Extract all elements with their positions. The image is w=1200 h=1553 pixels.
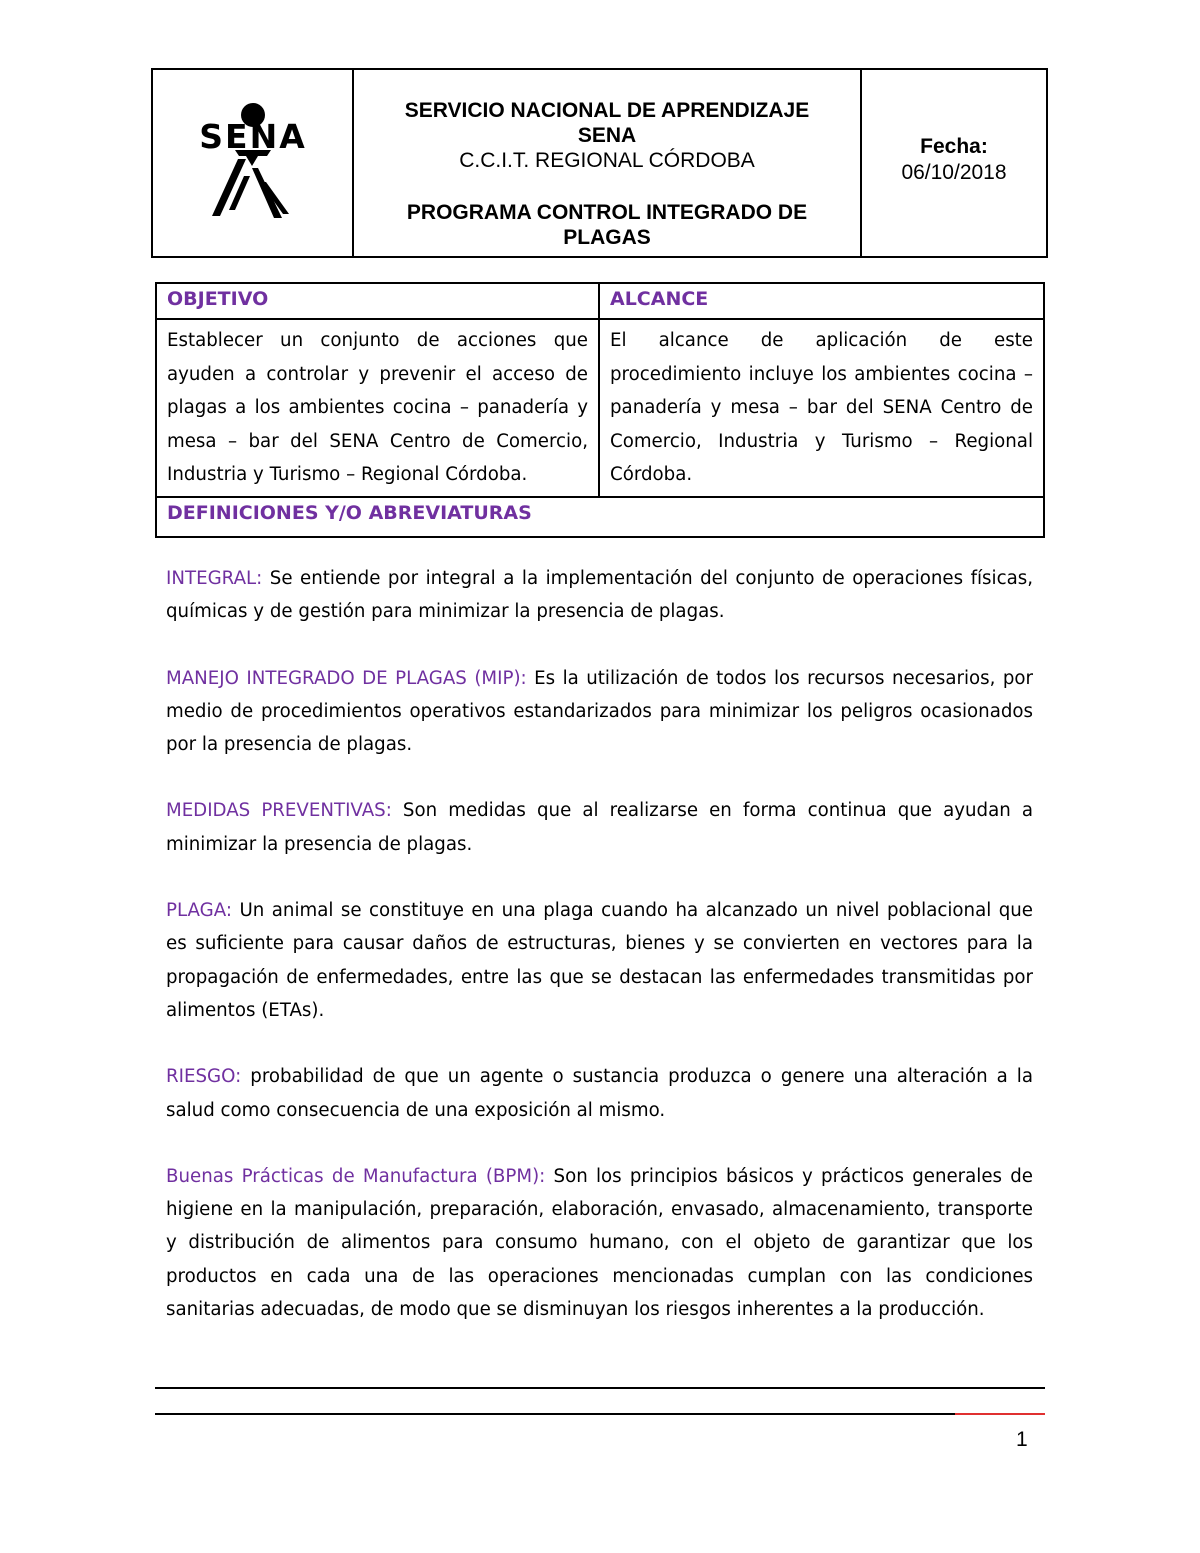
definition-term: MEDIDAS PREVENTIVAS: xyxy=(166,800,392,822)
header-title-cell xyxy=(354,70,862,256)
definitions-list xyxy=(166,562,1033,1359)
scope-heading: ALCANCE xyxy=(599,283,1044,319)
definition-item xyxy=(166,562,1033,629)
logo-text: SENA xyxy=(198,117,307,156)
footer-rule-top xyxy=(155,1387,1045,1389)
page-number: 1 xyxy=(1016,1428,1028,1451)
definition-item xyxy=(166,1160,1033,1326)
sena-logo xyxy=(188,102,318,224)
definition-item xyxy=(166,662,1033,762)
definition-item xyxy=(166,894,1033,1027)
definition-term: RIESGO: xyxy=(166,1066,242,1088)
definition-item xyxy=(166,794,1033,861)
definition-text: Se entiende por integral a la implementación del conjunto de operaciones físicas, químicas y de gestión para minimizar la presencia de plagas. xyxy=(166,568,1033,623)
objective-scope-table xyxy=(155,282,1045,538)
definitions-heading: DEFINICIONES Y/O ABREVIATURAS xyxy=(156,497,1044,537)
logo-cell xyxy=(153,70,354,256)
definition-text: Un animal se constituye en una plaga cuando ha alcanzado un nivel poblacional que es suficiente para causar daños de estructuras, bienes y se convierten en vectores para la propagación de enfermedades, entre las que se destacan las enfermedades transmitidas por alimentos (ETAs). xyxy=(166,900,1033,1021)
date-label: Fecha: xyxy=(920,135,988,158)
definition-text: probabilidad de que un agente o sustancia produzca o genere una alteración a la salud como consecuencia de una exposición al mismo. xyxy=(166,1066,1033,1121)
footer-rule-bottom xyxy=(155,1413,955,1415)
institution-name: SERVICIO NACIONAL DE APRENDIZAJE xyxy=(404,99,810,122)
definition-item xyxy=(166,1060,1033,1127)
definition-term: MANEJO INTEGRADO DE PLAGAS (MIP): xyxy=(166,667,527,689)
footer-rule-accent xyxy=(955,1413,1045,1415)
program-title-line2: PLAGAS xyxy=(563,226,651,249)
definition-text: Son medidas que al realizarse en forma continua que ayudan a minimizar la presencia de plagas. xyxy=(166,800,1033,855)
date-value: 06/10/2018 xyxy=(901,161,1007,184)
objective-text: Establecer un conjunto de acciones que ayuden a controlar y prevenir el acceso de plagas a los ambientes cocina – panadería y mesa – bar del SENA Centro de Comercio, Industria y Turismo – Regional Córdoba. xyxy=(156,319,599,497)
scope-text: El alcance de aplicación de este procedimiento incluye los ambientes cocina – panadería y mesa – bar del SENA Centro de Comercio, Industria y Turismo – Regional Córdoba. xyxy=(599,319,1044,497)
definition-text: Son los principios básicos y prácticos generales de higiene en la manipulación, preparación, elaboración, envasado, almacenamiento, transporte y distribución de alimentos para consumo humano, con el objeto de garantizar que los productos en cada una de las operaciones mencionadas cumplan con las condiciones sanitarias adecuadas, de modo que se disminuyan los riesgos inherentes a la producción. xyxy=(166,1165,1034,1321)
document-header xyxy=(151,68,1048,258)
program-title-line1: PROGRAMA CONTROL INTEGRADO DE xyxy=(406,201,808,224)
date-cell xyxy=(862,70,1046,256)
definition-term: INTEGRAL: xyxy=(166,568,263,589)
definition-term: Buenas Prácticas de Manufactura (BPM): xyxy=(166,1165,546,1187)
institution-acronym: SENA xyxy=(577,124,637,147)
definition-term: PLAGA: xyxy=(166,900,232,922)
regional-center: C.C.I.T. REGIONAL CÓRDOBA xyxy=(459,149,755,172)
objective-heading: OBJETIVO xyxy=(156,283,599,319)
definition-text: Es la utilización de todos los recursos necesarios, por medio de procedimientos operativos estandarizados para minimizar los peligros ocasionados por la presencia de plagas. xyxy=(166,667,1033,756)
